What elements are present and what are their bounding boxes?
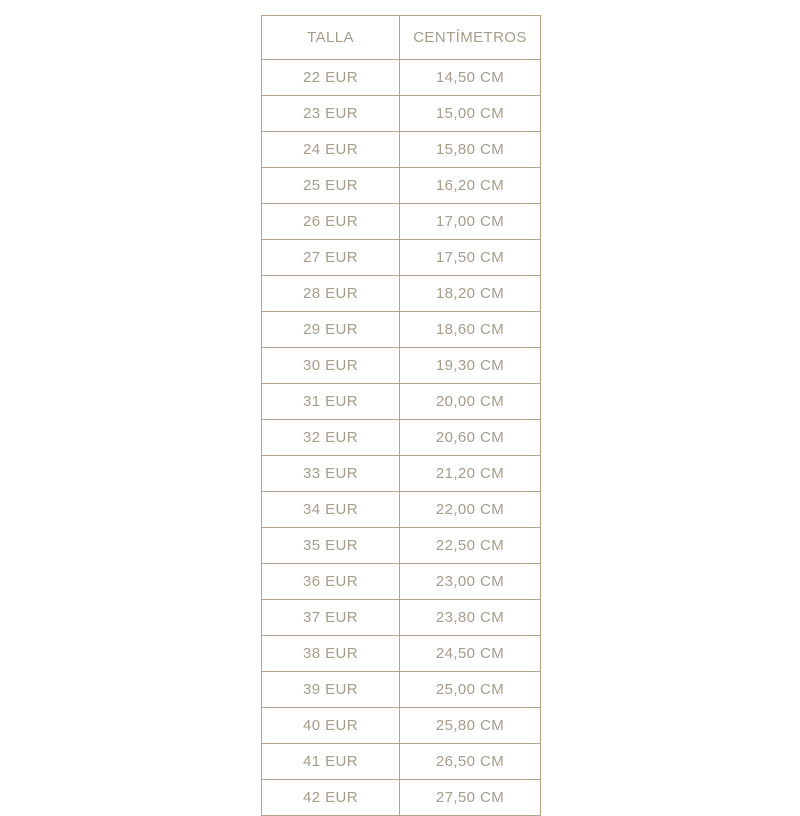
talla-cell: 28 EUR bbox=[262, 276, 400, 312]
table-row bbox=[262, 744, 541, 780]
size-table-body bbox=[262, 60, 541, 816]
centimetros-cell: 15,00 CM bbox=[400, 96, 541, 132]
talla-cell: 30 EUR bbox=[262, 348, 400, 384]
header-talla: TALLA bbox=[262, 16, 400, 60]
table-row bbox=[262, 96, 541, 132]
centimetros-cell: 25,00 CM bbox=[400, 672, 541, 708]
table-row bbox=[262, 60, 541, 96]
talla-cell: 22 EUR bbox=[262, 60, 400, 96]
table-row bbox=[262, 528, 541, 564]
talla-cell: 35 EUR bbox=[262, 528, 400, 564]
talla-cell: 33 EUR bbox=[262, 456, 400, 492]
centimetros-cell: 18,20 CM bbox=[400, 276, 541, 312]
talla-cell: 42 EUR bbox=[262, 780, 400, 816]
table-row bbox=[262, 132, 541, 168]
centimetros-cell: 17,50 CM bbox=[400, 240, 541, 276]
talla-cell: 25 EUR bbox=[262, 168, 400, 204]
talla-cell: 39 EUR bbox=[262, 672, 400, 708]
table-row bbox=[262, 384, 541, 420]
table-row bbox=[262, 204, 541, 240]
centimetros-cell: 14,50 CM bbox=[400, 60, 541, 96]
centimetros-cell: 23,80 CM bbox=[400, 600, 541, 636]
table-row bbox=[262, 492, 541, 528]
size-chart-header bbox=[262, 16, 541, 60]
centimetros-cell: 19,30 CM bbox=[400, 348, 541, 384]
talla-cell: 40 EUR bbox=[262, 708, 400, 744]
table-row bbox=[262, 672, 541, 708]
talla-cell: 23 EUR bbox=[262, 96, 400, 132]
centimetros-cell: 20,60 CM bbox=[400, 420, 541, 456]
talla-cell: 26 EUR bbox=[262, 204, 400, 240]
talla-cell: 32 EUR bbox=[262, 420, 400, 456]
centimetros-cell: 16,20 CM bbox=[400, 168, 541, 204]
centimetros-cell: 21,20 CM bbox=[400, 456, 541, 492]
header-centimetros: CENTÍMETROS bbox=[400, 16, 541, 60]
size-chart-table bbox=[261, 15, 541, 816]
centimetros-cell: 27,50 CM bbox=[400, 780, 541, 816]
talla-cell: 34 EUR bbox=[262, 492, 400, 528]
talla-cell: 27 EUR bbox=[262, 240, 400, 276]
table-row bbox=[262, 312, 541, 348]
talla-cell: 38 EUR bbox=[262, 636, 400, 672]
table-row bbox=[262, 168, 541, 204]
size-chart bbox=[261, 15, 541, 816]
talla-cell: 37 EUR bbox=[262, 600, 400, 636]
centimetros-cell: 17,00 CM bbox=[400, 204, 541, 240]
centimetros-cell: 26,50 CM bbox=[400, 744, 541, 780]
talla-cell: 24 EUR bbox=[262, 132, 400, 168]
table-row bbox=[262, 420, 541, 456]
talla-cell: 29 EUR bbox=[262, 312, 400, 348]
header-row bbox=[262, 16, 541, 60]
centimetros-cell: 22,00 CM bbox=[400, 492, 541, 528]
centimetros-cell: 25,80 CM bbox=[400, 708, 541, 744]
table-row bbox=[262, 240, 541, 276]
table-row bbox=[262, 276, 541, 312]
centimetros-cell: 18,60 CM bbox=[400, 312, 541, 348]
centimetros-cell: 23,00 CM bbox=[400, 564, 541, 600]
centimetros-cell: 22,50 CM bbox=[400, 528, 541, 564]
centimetros-cell: 15,80 CM bbox=[400, 132, 541, 168]
talla-cell: 41 EUR bbox=[262, 744, 400, 780]
table-row bbox=[262, 636, 541, 672]
table-row bbox=[262, 708, 541, 744]
talla-cell: 31 EUR bbox=[262, 384, 400, 420]
table-row bbox=[262, 564, 541, 600]
centimetros-cell: 20,00 CM bbox=[400, 384, 541, 420]
table-row bbox=[262, 600, 541, 636]
table-row bbox=[262, 780, 541, 816]
centimetros-cell: 24,50 CM bbox=[400, 636, 541, 672]
table-row bbox=[262, 348, 541, 384]
table-row bbox=[262, 456, 541, 492]
talla-cell: 36 EUR bbox=[262, 564, 400, 600]
